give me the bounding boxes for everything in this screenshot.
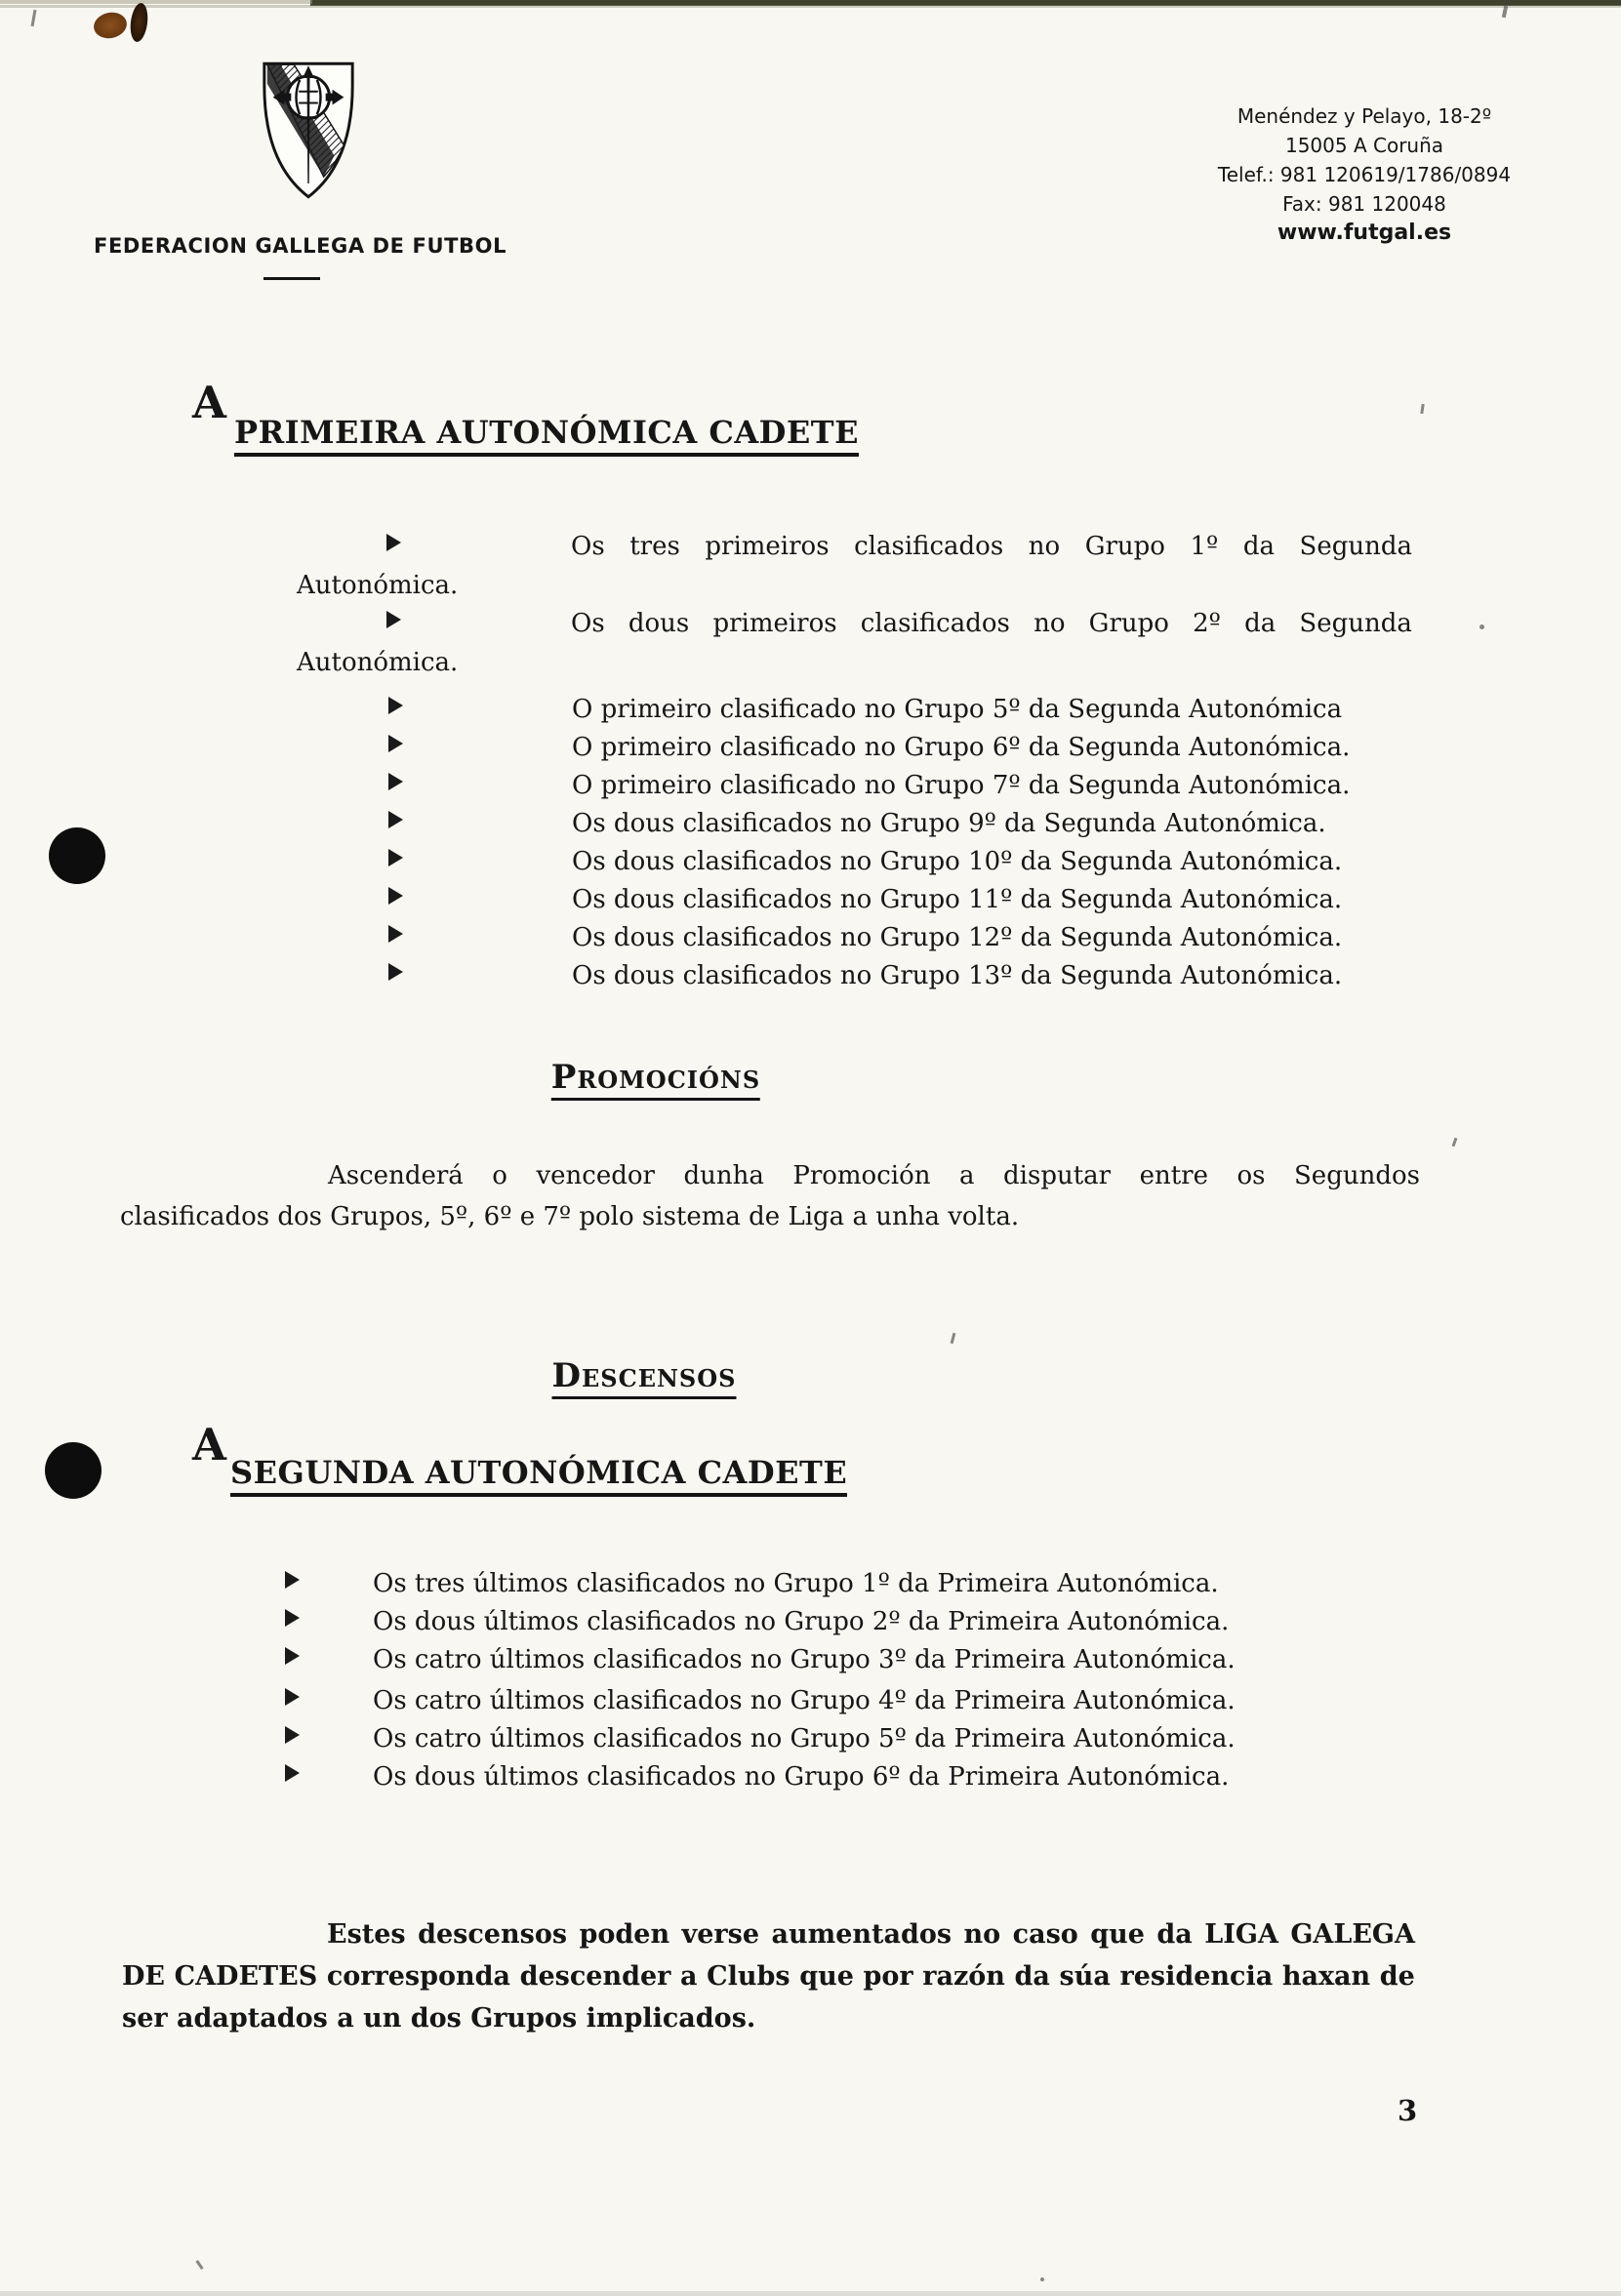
bullet-icon: [388, 925, 403, 943]
bullet-icon: [386, 534, 401, 551]
list-item: Os dous clasificados no Grupo 10º da Segunda Autonómica.: [572, 847, 1343, 876]
phone-line: Telef.: 981 120619/1786/0894: [1217, 163, 1512, 186]
org-name: FEDERACION GALLEGA DE FUTBOL: [94, 234, 507, 258]
list-item: O primeiro clasificado no Grupo 6º da Segunda Autonómica.: [572, 733, 1351, 762]
list-item: O primeiro clasificado no Grupo 7º da Segunda Autonómica.: [572, 771, 1351, 800]
list-item: Os tres últimos clasificados no Grupo 1º da Primeira Autonómica.: [373, 1569, 1219, 1598]
list-item: O primeiro clasificado no Grupo 5º da Segunda Autonómica: [572, 695, 1343, 724]
bullet-icon: [388, 811, 403, 828]
scan-speck: [195, 2260, 203, 2270]
bullet-icon: [388, 735, 403, 752]
scan-speck: [951, 1333, 956, 1344]
bullet-icon: [388, 887, 403, 905]
scan-speck: [1420, 404, 1424, 414]
closing-paragraph-line: DE CADETES corresponda descender a Clubs que por razón da súa residencia haxan de: [122, 1961, 1415, 1992]
ink-blot: [92, 10, 130, 42]
org-name-underline: [263, 277, 320, 280]
website-line: www.futgal.es: [1277, 221, 1452, 245]
section-title-segunda-autonomica-cadete: SEGUNDA AUTONÓMICA CADETE: [230, 1454, 847, 1497]
bullet-icon: [386, 611, 401, 628]
bullet-icon: [285, 1688, 300, 1706]
hole-punch-mark: [49, 827, 105, 884]
address-line: 15005 A Coruña: [1284, 134, 1444, 157]
fax-line: Fax: 981 120048: [1282, 192, 1446, 216]
bullet-icon: [388, 773, 403, 790]
scan-speck: [1040, 2277, 1044, 2281]
page-number: 3: [1398, 2094, 1418, 2127]
list-item: Os dous últimos clasificados no Grupo 6º da Primeira Autonómica.: [373, 1762, 1230, 1792]
list-item: Os dous clasificados no Grupo 9º da Segunda Autonómica.: [572, 809, 1326, 838]
ink-blot: [129, 2, 150, 43]
section-title-primeira-autonomica-cadete: PRIMEIRA AUTONÓMICA CADETE: [234, 414, 859, 457]
closing-paragraph-line: ser adaptados a un dos Grupos implicados.: [122, 2003, 756, 2034]
list-item-continuation: Autonómica.: [297, 571, 459, 600]
scan-speck: [1502, 6, 1508, 19]
hole-punch-mark: [45, 1442, 101, 1499]
list-item: Os dous clasificados no Grupo 13º da Segunda Autonómica.: [572, 961, 1343, 990]
scan-artifact: [0, 5, 1621, 8]
bullet-icon: [285, 1609, 300, 1627]
bullet-icon: [388, 849, 403, 866]
paragraph-line: Ascenderá o vencedor dunha Promoción a disputar entre os Segundos: [328, 1161, 1420, 1190]
list-item: Os dous primeiros clasificados no Grupo 2º da Segunda: [571, 609, 1412, 638]
closing-paragraph-line: Estes descensos poden verse aumentados no caso que da LIGA GALEGA: [327, 1919, 1415, 1950]
scan-artifact: [0, 0, 312, 4]
list-item-continuation: Autonómica.: [297, 648, 459, 677]
bullet-icon: [285, 1647, 300, 1665]
crest-icon: [256, 57, 361, 201]
contact-block: [1120, 101, 1608, 248]
heading-promocions: Promocións: [551, 1058, 760, 1101]
scan-speck: [1479, 624, 1484, 629]
paragraph-line: clasificados dos Grupos, 5º, 6º e 7º polo sistema de Liga a unha volta.: [120, 1202, 1020, 1231]
list-item: Os catro últimos clasificados no Grupo 4º da Primeira Autonómica.: [373, 1686, 1236, 1715]
bullet-icon: [285, 1764, 300, 1782]
bullet-icon: [388, 963, 403, 981]
section-marker-a: A: [192, 377, 226, 428]
list-item: Os dous clasificados no Grupo 11º da Segunda Autonómica.: [572, 885, 1343, 914]
bullet-icon: [388, 697, 403, 714]
bullet-icon: [285, 1726, 300, 1744]
federation-crest-logo: [256, 57, 361, 201]
heading-descensos: Descensos: [551, 1356, 736, 1399]
list-item: Os dous últimos clasificados no Grupo 2º da Primeira Autonómica.: [373, 1607, 1230, 1636]
scan-artifact: [0, 2291, 1621, 2296]
scan-speck: [1452, 1138, 1458, 1147]
address-line: Menéndez y Pelayo, 18-2º: [1236, 104, 1492, 128]
section-marker-a: A: [192, 1419, 226, 1470]
scan-speck: [31, 10, 37, 26]
list-item: Os catro últimos clasificados no Grupo 5º da Primeira Autonómica.: [373, 1724, 1236, 1753]
list-item: Os catro últimos clasificados no Grupo 3º da Primeira Autonómica.: [373, 1645, 1236, 1674]
bullet-icon: [285, 1571, 300, 1589]
list-item: Os dous clasificados no Grupo 12º da Segunda Autonómica.: [572, 923, 1343, 952]
list-item: Os tres primeiros clasificados no Grupo 1º da Segunda: [571, 532, 1412, 561]
